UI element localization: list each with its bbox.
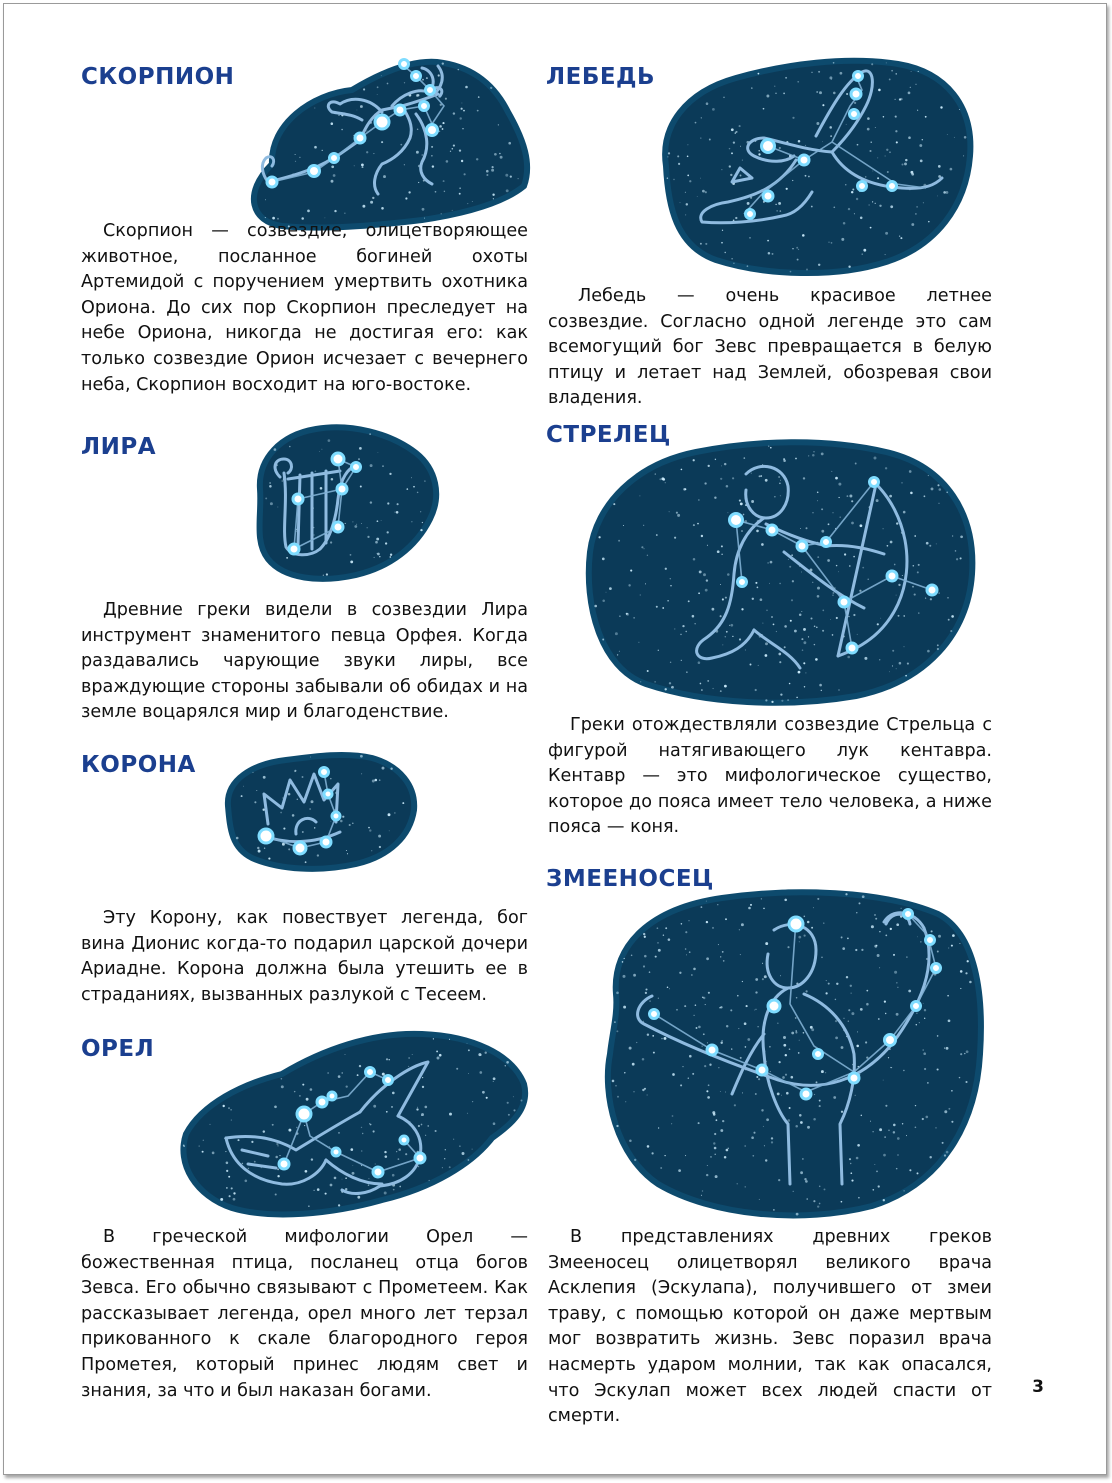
ophiuchus-title: ЗМЕЕНОСЕЦ: [546, 866, 714, 892]
corona-title: КОРОНА: [81, 752, 196, 778]
archer-constellation-icon: [576, 434, 980, 706]
swan-constellation-icon: [636, 46, 976, 278]
serpent-bearer-constellation-icon: [592, 884, 984, 1220]
crown-constellation-icon: [216, 744, 422, 874]
aquila-title: ОРЕЛ: [81, 1036, 155, 1062]
lyre-constellation-icon: [240, 419, 444, 585]
cygnus-text: Лебедь — очень красивое летнее созвездие. Согласно одной легенде это сам всемогущий бог Зевс превращается в белую птицу и летает над Землей, обозревая свои владения.: [548, 286, 992, 409]
eagle-constellation-icon: [172, 1024, 534, 1224]
scorpion-title: СКОРПИОН: [81, 64, 235, 90]
book-page: [3, 3, 1107, 1475]
scorpion-text: Скорпион — созвездие, олицетворяющее животное, посланное богиней охоты Артемидой с поручением умертвить охотника Ориона. До сих пор Скорпион преследует на небе Ориона, никогда не достигая его: как только созвездие Орион исчезает с вечернего неба, Скорпион восходит на юго-востоке.: [81, 221, 528, 395]
lyra-text: Древние греки видели в созвездии Лира инструмент знаменитого певца Орфея. Когда раздавались чарующие звуки лиры, все враждующие стороны забывали об обидах и на земле воцарялся мир и благоденствие.: [81, 600, 528, 723]
sagittarius-title: СТРЕЛЕЦ: [546, 422, 671, 448]
scorpion-constellation-icon: [232, 54, 534, 232]
cygnus-title: ЛЕБЕДЬ: [546, 64, 656, 90]
page-number: 3: [1032, 1377, 1044, 1397]
lyra-title: ЛИРА: [81, 434, 157, 460]
sagittarius-text: Греки отождествляли созвездие Стрельца с фигурой натягивающего лук кентавра. Кентавр — это мифологическое существо, которое до пояса имеет тело человека, а ниже пояса — коня.: [548, 715, 992, 838]
corona-text: Эту Корону, как повествует легенда, бог вина Дионис когда-то подарил царской дочери Ариадне. Корона должна была утешить ее в страданиях, вызванных разлукой с Тесеем.: [81, 908, 528, 1005]
aquila-text: В греческой мифологии Орел — божественная птица, посланец отца богов Зевса. Его обычно связывают с Прометеем. Как рассказывает легенда, орел много лет терзал прикованного к скале благородного героя Прометея, который принес людям свет и знания, за что и был наказан богами.: [81, 1227, 528, 1401]
ophiuchus-text: В представлениях древних греков Змееносец олицетворял великого врача Асклепия (Эскулапа), получившего от змеи траву, с помощью которой он даже мертвым мог возвратить жизнь. Зевс поразил врача насмерть ударом молнии, так как опасался, что Эскулап может всех людей спасти от смерти.: [548, 1227, 992, 1427]
